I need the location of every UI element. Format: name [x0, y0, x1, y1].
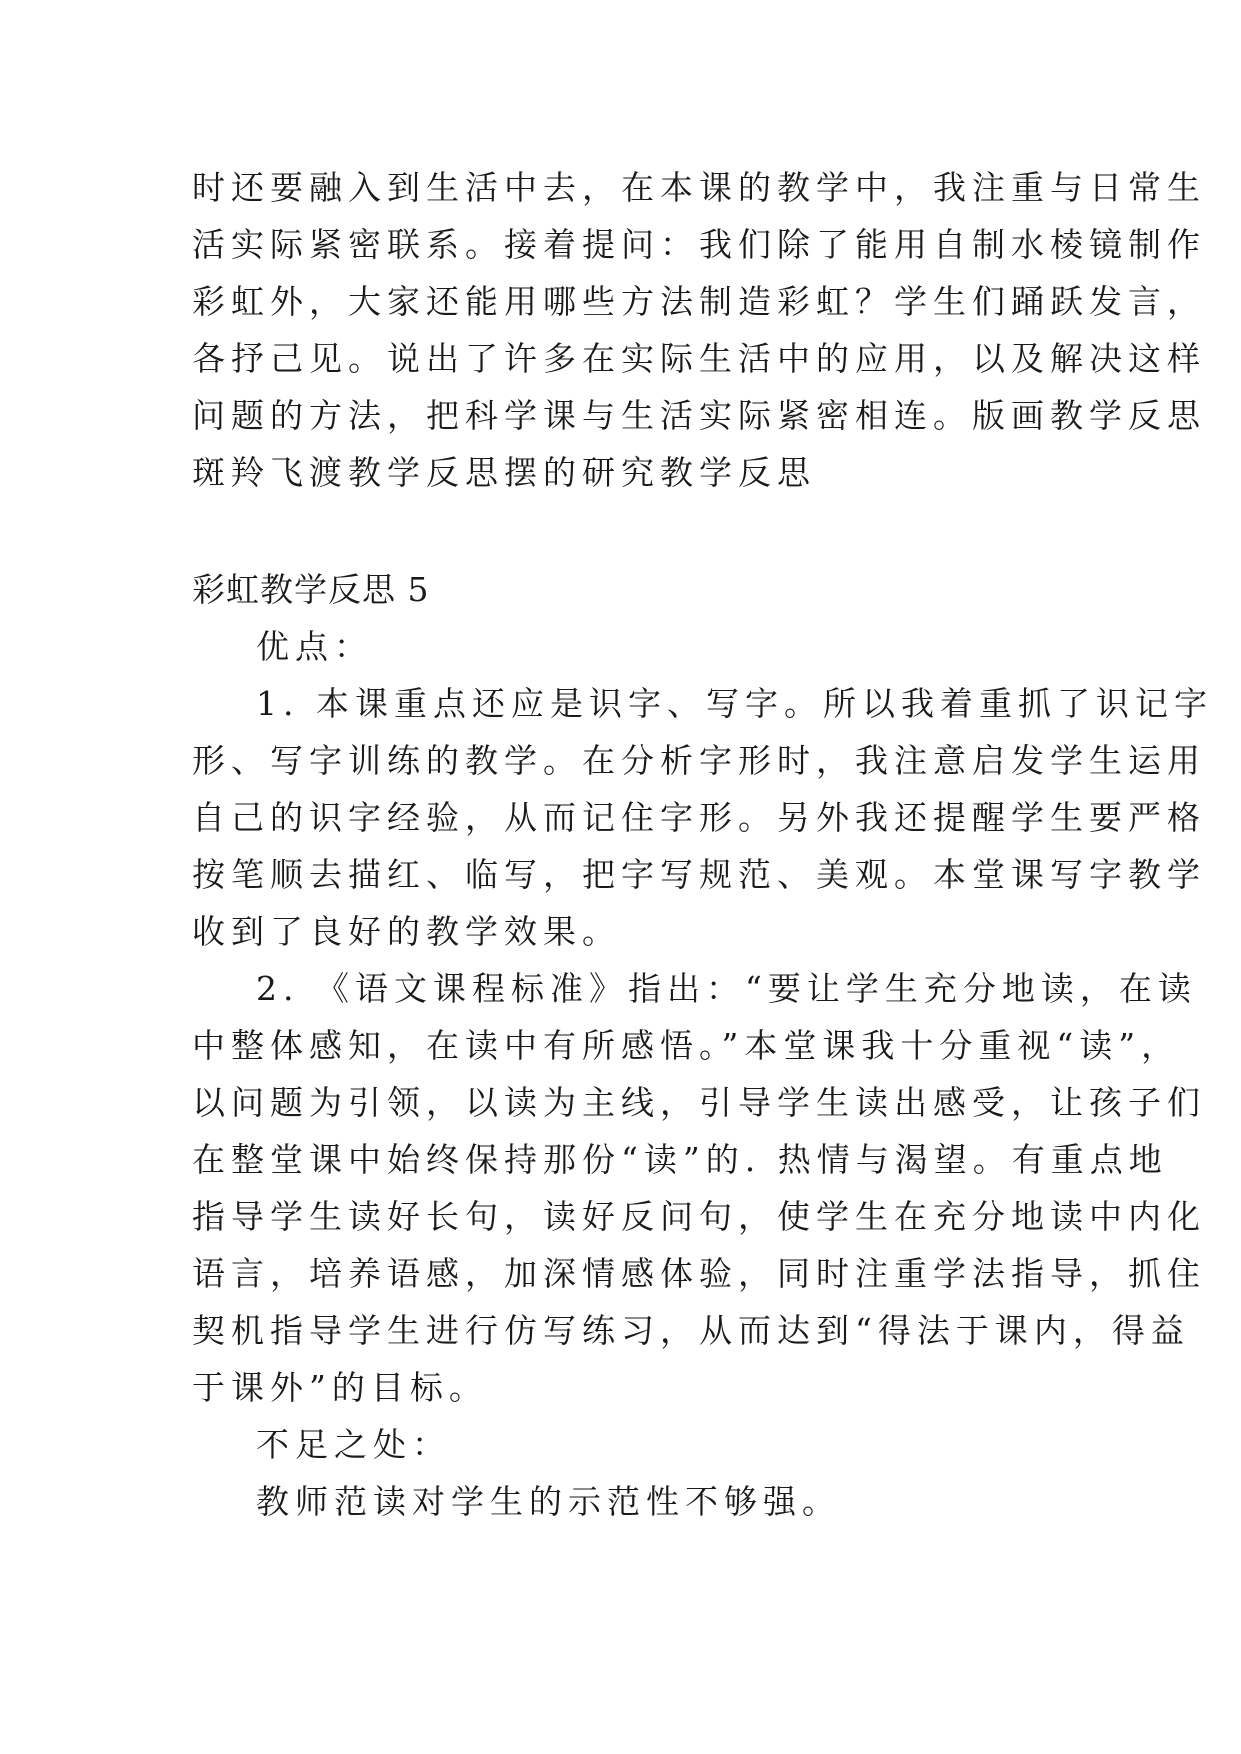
point1-line: 自己的识字经验，从而记住字形。另外我还提醒学生要严格	[192, 798, 1206, 837]
point1-line: 收到了良好的教学效果。	[192, 912, 621, 951]
weakness-label: 不足之处：	[256, 1425, 451, 1464]
paragraph-line: 活实际紧密联系。接着提问：我们除了能用自制水棱镜制作	[192, 225, 1206, 264]
paragraph-line: 问题的方法，把科学课与生活实际紧密相连。版画教学反思	[192, 396, 1206, 435]
paragraph-line: 斑羚飞渡教学反思摆的研究教学反思	[192, 453, 816, 492]
paragraph-line: 彩虹外，大家还能用哪些方法制造彩虹？学生们踊跃发言，	[192, 282, 1206, 321]
weakness-text: 教师范读对学生的示范性不够强。	[256, 1482, 841, 1521]
point2-line: 指导学生读好长句，读好反问句，使学生在充分地读中内化	[192, 1197, 1206, 1236]
strengths-label: 优点：	[256, 627, 373, 666]
point2-line: 以问题为引领，以读为主线，引导学生读出感受，让孩子们	[192, 1083, 1206, 1122]
point1-line: 形、写字训练的教学。在分析字形时，我注意启发学生运用	[192, 741, 1206, 780]
point2-line: 2. 《语文课程标准》指出：“要让学生充分地读，在读	[256, 969, 1197, 1008]
section-title: 彩虹教学反思 5	[192, 570, 430, 609]
paragraph-line: 时还要融入到生活中去，在本课的教学中，我注重与日常生	[192, 168, 1206, 207]
point2-line: 在整堂课中始终保持那份“读”的. 热情与渴望。有重点地	[192, 1140, 1168, 1179]
point1-line: 按笔顺去描红、临写，把字写规范、美观。本堂课写字教学	[192, 855, 1206, 894]
point1-line: 1. 本课重点还应是识字、写字。所以我着重抓了识记字	[256, 684, 1213, 723]
point2-line: 中整体感知，在读中有所感悟。”本堂课我十分重视“读”，	[192, 1026, 1181, 1065]
paragraph-line: 各抒己见。说出了许多在实际生活中的应用，以及解决这样	[192, 339, 1206, 378]
point2-line: 契机指导学生进行仿写练习，从而达到“得法于课内，得益	[192, 1311, 1190, 1350]
point2-line: 于课外”的目标。	[192, 1368, 488, 1407]
point2-line: 语言，培养语感，加深情感体验，同时注重学法指导，抓住	[192, 1254, 1206, 1293]
